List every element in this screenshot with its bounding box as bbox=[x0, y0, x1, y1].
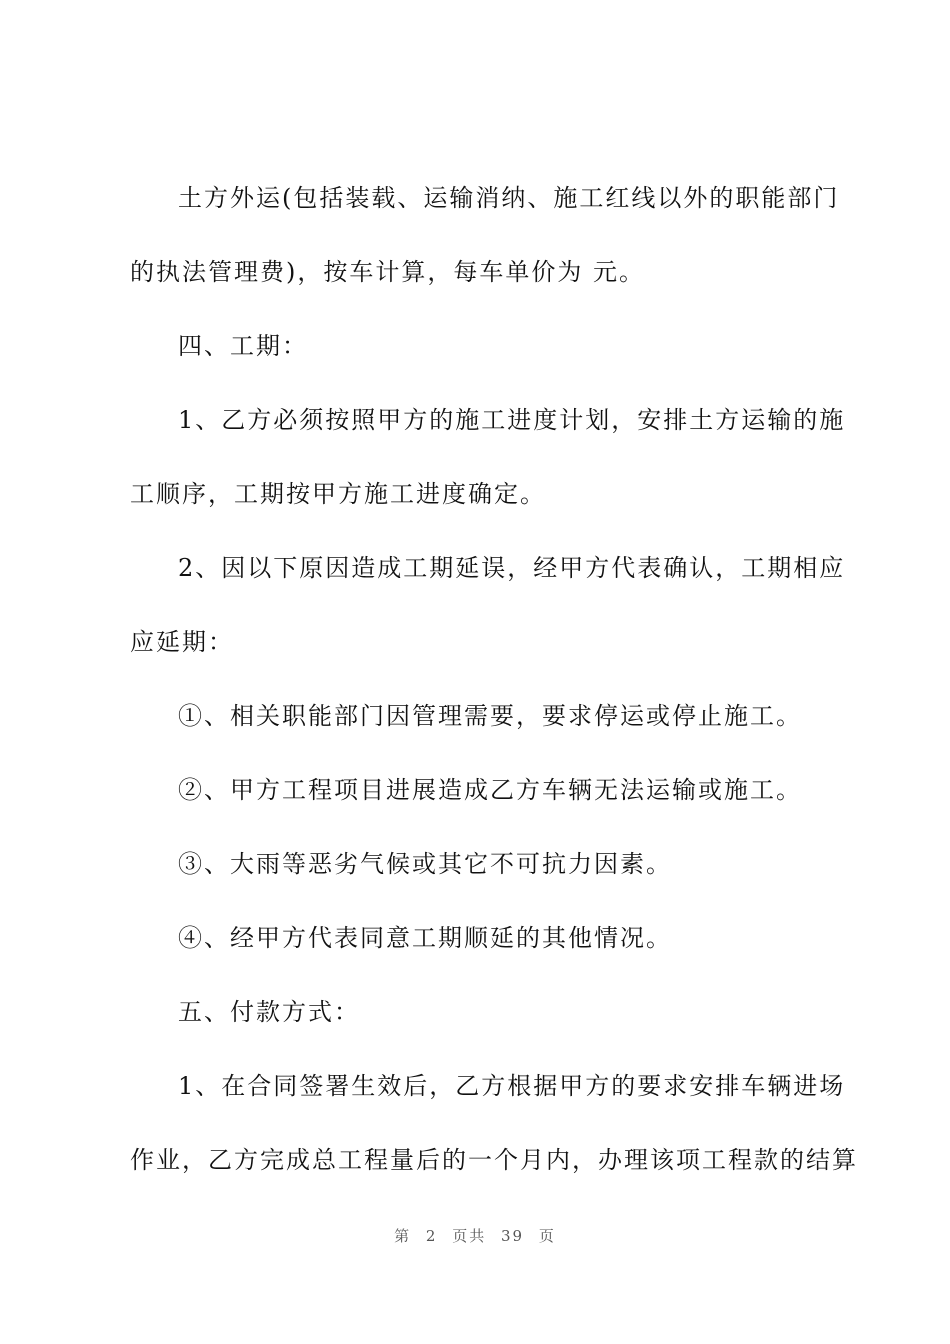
paragraph-line-3: 1、乙方必须按照甲方的施工进度计划，安排土方运输的施 bbox=[178, 406, 846, 434]
paragraph-line-1: 土方外运(包括装载、运输消纳、施工红线以外的职能部门 bbox=[178, 184, 840, 212]
list-item-2: ②、甲方工程项目进展造成乙方车辆无法运输或施工。 bbox=[178, 776, 802, 804]
page-number-footer: 第 2 页共 39 页 bbox=[394, 1227, 556, 1245]
paragraph-line-2: 的执法管理费)，按车计算，每车单价为 元。 bbox=[130, 258, 645, 286]
paragraph-line-8: 作业，乙方完成总工程量后的一个月内，办理该项工程款的结算 bbox=[130, 1146, 858, 1174]
list-item-3: ③、大雨等恶劣气候或其它不可抗力因素。 bbox=[178, 850, 672, 878]
section-heading-schedule: 四、工期： bbox=[178, 332, 308, 360]
section-heading-payment: 五、付款方式： bbox=[178, 998, 360, 1026]
paragraph-line-5: 2、因以下原因造成工期延误，经甲方代表确认，工期相应 bbox=[178, 554, 846, 582]
paragraph-line-7: 1、在合同签署生效后，乙方根据甲方的要求安排车辆进场 bbox=[178, 1072, 846, 1100]
paragraph-line-6: 应延期： bbox=[130, 628, 234, 656]
paragraph-line-4: 工顺序，工期按甲方施工进度确定。 bbox=[130, 480, 546, 508]
list-item-4: ④、经甲方代表同意工期顺延的其他情况。 bbox=[178, 924, 672, 952]
list-item-1: ①、相关职能部门因管理需要，要求停运或停止施工。 bbox=[178, 702, 802, 730]
